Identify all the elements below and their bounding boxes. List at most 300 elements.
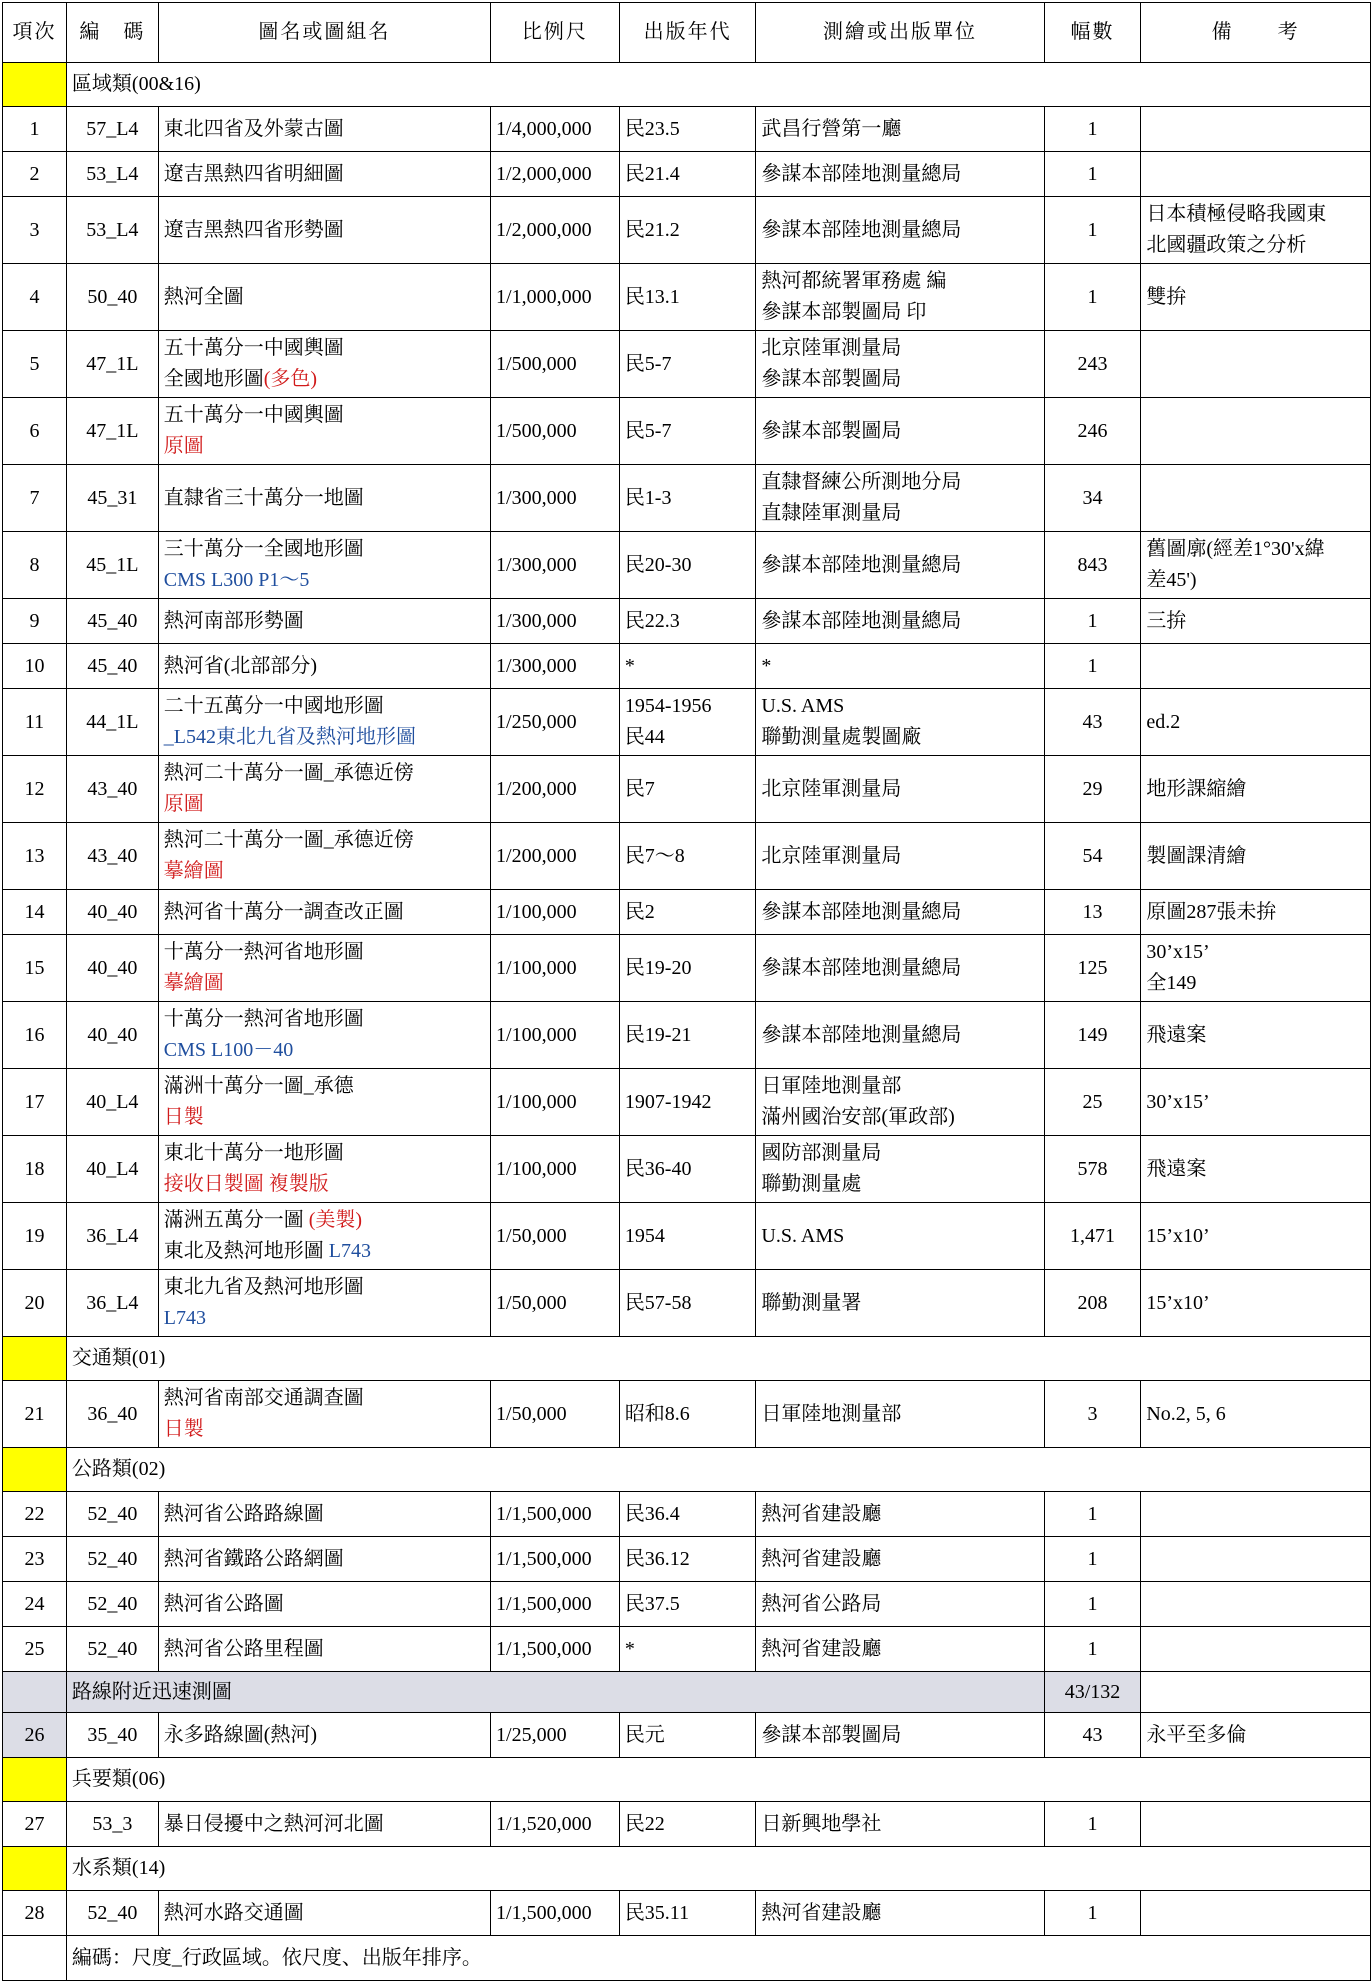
- map-name: [158, 823, 490, 890]
- category-row: [3, 1847, 1371, 1891]
- map-name: [158, 152, 490, 197]
- publish-year-line: 民21.4: [624, 162, 680, 185]
- map-code: 47_1L: [66, 398, 158, 465]
- sheet-count: 54: [1044, 823, 1141, 890]
- publisher: [756, 331, 1044, 398]
- subtotal-blank-cell: [3, 1672, 67, 1713]
- map-code: 40_40: [66, 1002, 158, 1069]
- table-row: [3, 107, 1371, 152]
- publisher: [756, 1136, 1044, 1203]
- map-name-red-note: 接收日製圖 複製版: [163, 1173, 329, 1195]
- map-scale: 1/25,000: [491, 1713, 620, 1758]
- remarks: [1141, 644, 1371, 689]
- publish-year-line: 民13.1: [624, 285, 680, 308]
- map-scale: 1/50,000: [491, 1270, 620, 1337]
- publisher: [756, 1381, 1044, 1448]
- category-label: 公路類(02): [66, 1448, 1370, 1492]
- publish-year: [619, 1069, 756, 1136]
- publish-year: [619, 689, 756, 756]
- table-row: [3, 152, 1371, 197]
- map-code: 40_L4: [66, 1069, 158, 1136]
- map-name: [158, 1627, 490, 1672]
- map-scale: 1/100,000: [491, 1069, 620, 1136]
- sheet-count: 1: [1044, 1627, 1141, 1672]
- map-name-line: [164, 1898, 485, 1929]
- map-name-line: [164, 1589, 485, 1620]
- publisher-line: 日新興地學社: [761, 1812, 882, 1835]
- map-name-red-note: 日製: [163, 1418, 204, 1440]
- map-name-line: [164, 937, 485, 968]
- sheet-count: 1: [1044, 1492, 1141, 1537]
- map-name-line: [164, 364, 485, 395]
- publisher-line: *: [761, 654, 772, 677]
- table-row: [3, 756, 1371, 823]
- map-name-blue-note: CMS L300 P1～5: [163, 569, 310, 591]
- map-name: [158, 465, 490, 532]
- publish-year-line: 民22.3: [624, 609, 680, 632]
- table-row: [3, 532, 1371, 599]
- sheet-count: 1,471: [1044, 1203, 1141, 1270]
- map-name-red-note: 原圖: [163, 435, 204, 457]
- map-name-red-note: 摹繪圖: [163, 972, 224, 994]
- map-name-blue-note: CMS L100－40: [163, 1039, 294, 1061]
- map-name: [158, 599, 490, 644]
- remarks-line: ed.2: [1146, 710, 1181, 733]
- publisher: [756, 599, 1044, 644]
- map-name: [158, 1582, 490, 1627]
- map-name-text: 熱河二十萬分一圖_承德近傍: [163, 762, 414, 784]
- table-row: [3, 1492, 1371, 1537]
- publisher-line: 參謀本部陸地測量總局: [761, 162, 962, 185]
- table-row: [3, 1069, 1371, 1136]
- sheet-count: 1: [1044, 197, 1141, 264]
- publisher: [756, 890, 1044, 935]
- publisher-line: 北京陸軍測量局: [761, 844, 902, 867]
- publish-year-line: 民2: [624, 900, 655, 923]
- table-row: [3, 1270, 1371, 1337]
- publish-year-line: 民23.5: [624, 117, 680, 140]
- item-number: 7: [3, 465, 67, 532]
- item-number: 4: [3, 264, 67, 331]
- publisher-line: 參謀本部製圖局: [761, 419, 902, 442]
- map-code: 40_40: [66, 890, 158, 935]
- publish-year: [619, 532, 756, 599]
- publish-year-line: 民37.5: [624, 1592, 680, 1615]
- table-row: [3, 935, 1371, 1002]
- category-marker: [3, 1448, 67, 1492]
- header-map-name: 圖名或圖組名: [158, 3, 490, 63]
- map-name-red-note: 原圖: [163, 793, 204, 815]
- publish-year: [619, 1802, 756, 1847]
- publish-year-line: 民19-20: [624, 956, 692, 979]
- publish-year-line: 民36-40: [624, 1157, 692, 1180]
- map-name-line: [164, 1035, 485, 1066]
- map-code: 57_L4: [66, 107, 158, 152]
- map-code: 45_40: [66, 644, 158, 689]
- publish-year: [619, 599, 756, 644]
- map-name-line: [164, 1272, 485, 1303]
- item-number: 3: [3, 197, 67, 264]
- map-name-line: [164, 789, 485, 820]
- sheet-count: 1: [1044, 1537, 1141, 1582]
- category-label: 區域類(00&16): [66, 63, 1370, 107]
- publish-year-line: *: [624, 654, 635, 677]
- map-name-text: 東北九省及熱河地形圖: [163, 1276, 364, 1298]
- remarks: [1141, 152, 1371, 197]
- remarks: [1141, 1713, 1371, 1758]
- publish-year-line: 1907-1942: [624, 1090, 712, 1113]
- publish-year: [619, 644, 756, 689]
- map-scale: 1/1,500,000: [491, 1891, 620, 1936]
- map-name-line: [164, 1634, 485, 1665]
- map-name-line: [164, 159, 485, 190]
- map-scale: 1/1,000,000: [491, 264, 620, 331]
- sheet-count: 243: [1044, 331, 1141, 398]
- map-name-text: 暴日侵擾中之熱河河北圖: [163, 1812, 384, 1835]
- sheet-count: 43: [1044, 689, 1141, 756]
- item-number: 23: [3, 1537, 67, 1582]
- remarks-line: 日本積極侵略我國東: [1146, 203, 1327, 225]
- map-name-line: [164, 333, 485, 364]
- map-code: 53_L4: [66, 152, 158, 197]
- publisher: [756, 465, 1044, 532]
- publish-year-line: 民36.12: [624, 1547, 690, 1570]
- map-scale: 1/200,000: [491, 756, 620, 823]
- publisher-line: 參謀本部陸地測量總局: [761, 218, 962, 241]
- item-number: 10: [3, 644, 67, 689]
- sheet-count: 208: [1044, 1270, 1141, 1337]
- item-number: 20: [3, 1270, 67, 1337]
- sheet-count: 1: [1044, 1891, 1141, 1936]
- map-name-text: 直隸省三十萬分一地圖: [163, 486, 364, 509]
- map-code: 45_31: [66, 465, 158, 532]
- map-scale: 1/300,000: [491, 644, 620, 689]
- table-row: [3, 1381, 1371, 1448]
- remarks-line: 永平至多倫: [1146, 1723, 1247, 1746]
- publisher: [756, 1891, 1044, 1936]
- item-number: 26: [3, 1713, 67, 1758]
- header-remarks: 備 考: [1141, 3, 1371, 63]
- publish-year: [619, 1891, 756, 1936]
- remarks-line: 飛遠案: [1146, 1157, 1207, 1180]
- table-row: [3, 1203, 1371, 1270]
- map-name-text: 永多路線圖(熱河): [163, 1723, 318, 1746]
- map-scale: 1/100,000: [491, 935, 620, 1002]
- publish-year-line: 民1-3: [624, 486, 672, 509]
- item-number: 1: [3, 107, 67, 152]
- publish-year-line: 民22: [624, 1812, 665, 1835]
- map-name: [158, 532, 490, 599]
- publisher-line: 參謀本部製圖局 印: [761, 301, 927, 323]
- map-code: 45_40: [66, 599, 158, 644]
- sheet-count: 1: [1044, 599, 1141, 644]
- publish-year-line: 民35.11: [624, 1901, 690, 1924]
- map-code: 52_40: [66, 1492, 158, 1537]
- publish-year: [619, 398, 756, 465]
- publisher-line: 參謀本部製圖局: [761, 1723, 902, 1746]
- publish-year-line: 民5-7: [624, 352, 672, 375]
- remarks: [1141, 756, 1371, 823]
- table-row: [3, 1537, 1371, 1582]
- publisher: [756, 689, 1044, 756]
- publisher-line: 北京陸軍測量局: [761, 777, 902, 800]
- map-name-text: 東北十萬分一地形圖: [163, 1142, 344, 1164]
- remarks: [1141, 398, 1371, 465]
- category-label: 水系類(14): [66, 1847, 1370, 1891]
- sheet-count: 1: [1044, 1582, 1141, 1627]
- sheet-count: 1: [1044, 107, 1141, 152]
- item-number: 12: [3, 756, 67, 823]
- publish-year-line: 民21.2: [624, 218, 680, 241]
- map-name-line: [164, 565, 485, 596]
- sheet-count: 34: [1044, 465, 1141, 532]
- table-row: [3, 465, 1371, 532]
- item-number: 6: [3, 398, 67, 465]
- category-label: 兵要類(06): [66, 1758, 1370, 1802]
- map-scale: 1/500,000: [491, 398, 620, 465]
- item-number: 17: [3, 1069, 67, 1136]
- map-code: 47_1L: [66, 331, 158, 398]
- publisher: [756, 1492, 1044, 1537]
- publisher-line: 參謀本部陸地測量總局: [761, 609, 962, 632]
- map-scale: 1/100,000: [491, 1002, 620, 1069]
- remarks-line: 全149: [1146, 972, 1197, 994]
- map-name-text: 熱河全圖: [163, 285, 244, 308]
- publisher-line: 日軍陸地測量部: [761, 1075, 902, 1097]
- map-name-text: 三十萬分一全國地形圖: [163, 538, 364, 560]
- map-name-line: [164, 856, 485, 887]
- map-name: [158, 1270, 490, 1337]
- publish-year: [619, 1381, 756, 1448]
- map-name-text: 熱河省公路圖: [163, 1592, 284, 1615]
- map-scale: 1/1,520,000: [491, 1802, 620, 1847]
- item-number: 25: [3, 1627, 67, 1672]
- map-name-line: [164, 1720, 485, 1751]
- map-scale: 1/300,000: [491, 532, 620, 599]
- sheet-count: 1: [1044, 152, 1141, 197]
- map-name: [158, 1002, 490, 1069]
- map-name: [158, 398, 490, 465]
- map-name-line: [164, 1071, 485, 1102]
- remarks: [1141, 1069, 1371, 1136]
- item-number: 11: [3, 689, 67, 756]
- map-name-text: 熱河省南部交通調查圖: [163, 1387, 364, 1409]
- category-row: [3, 1337, 1371, 1381]
- publish-year-line: 昭和8.6: [624, 1402, 690, 1425]
- map-name-line: [164, 1499, 485, 1530]
- publish-year-line: 民元: [624, 1723, 665, 1746]
- publisher-line: 熱河省建設廳: [761, 1547, 882, 1570]
- publisher-line: 熱河省建設廳: [761, 1502, 882, 1525]
- publisher: [756, 1069, 1044, 1136]
- item-number: 16: [3, 1002, 67, 1069]
- publisher-line: 直隸陸軍測量局: [761, 502, 902, 524]
- remarks-line: 差45'): [1146, 569, 1197, 591]
- map-name-red-note: (美製): [303, 1209, 363, 1231]
- map-name-red-note: 摹繪圖: [163, 860, 224, 882]
- map-scale: 1/100,000: [491, 1136, 620, 1203]
- table-row: [3, 1891, 1371, 1936]
- map-name: [158, 890, 490, 935]
- sheet-count: 3: [1044, 1381, 1141, 1448]
- publish-year-line: 1954-1956: [624, 695, 712, 717]
- remarks-line: No.2, 5, 6: [1146, 1402, 1226, 1425]
- subtotal-count: 43/132: [1044, 1672, 1141, 1713]
- remarks: [1141, 689, 1371, 756]
- map-code: 52_40: [66, 1582, 158, 1627]
- publisher-line: 聯勤測量處製圖廠: [761, 726, 922, 748]
- remarks-line: 原圖287張未拚: [1146, 900, 1277, 923]
- map-name-line: [164, 1303, 485, 1334]
- header-year: 出版年代: [619, 3, 756, 63]
- publish-year: [619, 935, 756, 1002]
- item-number: 13: [3, 823, 67, 890]
- map-code: 36_L4: [66, 1270, 158, 1337]
- map-name-text: 東北四省及外蒙古圖: [163, 117, 344, 140]
- publish-year: [619, 756, 756, 823]
- table-row: [3, 1713, 1371, 1758]
- map-name-line: [164, 1544, 485, 1575]
- footer-note: 編碼：尺度_行政區域。依尺度、出版年排序。: [66, 1936, 1370, 1981]
- remarks-line: 地形課縮繪: [1146, 777, 1247, 800]
- publisher-line: 日軍陸地測量部: [761, 1402, 902, 1425]
- map-name-line: [164, 968, 485, 999]
- map-name-line: [164, 1102, 485, 1133]
- publisher-line: 滿州國治安部(軍政部): [761, 1106, 955, 1128]
- table-row: [3, 823, 1371, 890]
- publisher-line: 熱河都統署軍務處 編: [761, 270, 947, 292]
- map-name-line: [164, 1414, 485, 1445]
- map-name-text: 全國地形圖: [163, 368, 264, 390]
- map-scale: 1/500,000: [491, 331, 620, 398]
- map-scale: 1/300,000: [491, 465, 620, 532]
- map-name-line: [164, 722, 485, 753]
- publisher: [756, 1627, 1044, 1672]
- publisher-line: 參謀本部陸地測量總局: [761, 956, 962, 979]
- map-name: [158, 264, 490, 331]
- publish-year: [619, 890, 756, 935]
- publisher-line: 參謀本部陸地測量總局: [761, 1023, 962, 1046]
- map-name-line: [164, 282, 485, 313]
- sheet-count: 125: [1044, 935, 1141, 1002]
- publish-year-line: 民5-7: [624, 419, 672, 442]
- publisher: [756, 1802, 1044, 1847]
- remarks: [1141, 532, 1371, 599]
- map-code: 52_40: [66, 1537, 158, 1582]
- map-name-line: [164, 114, 485, 145]
- publisher-line: 直隸督練公所測地分局: [761, 471, 962, 493]
- map-name: [158, 756, 490, 823]
- map-scale: 1/50,000: [491, 1381, 620, 1448]
- subtotal-label: 路線附近迅速測圖: [66, 1672, 1044, 1713]
- map-name-text: 五十萬分一中國輿圖: [163, 404, 344, 426]
- table-row: [3, 1582, 1371, 1627]
- map-name: [158, 1537, 490, 1582]
- subtotal-row: [3, 1672, 1371, 1713]
- header-publisher: 測繪或出版單位: [756, 3, 1044, 63]
- map-name-line: [164, 1809, 485, 1840]
- category-marker: [3, 1758, 67, 1802]
- publisher-line: 熱河省建設廳: [761, 1901, 882, 1924]
- category-row: [3, 1448, 1371, 1492]
- publisher-line: 聯勤測量署: [761, 1291, 862, 1314]
- map-scale: 1/1,500,000: [491, 1627, 620, 1672]
- remarks: [1141, 1891, 1371, 1936]
- map-name-line: [164, 758, 485, 789]
- map-scale: 1/2,000,000: [491, 197, 620, 264]
- publisher: [756, 1582, 1044, 1627]
- map-name: [158, 1203, 490, 1270]
- remarks: [1141, 935, 1371, 1002]
- map-name-text: 十萬分一熱河省地形圖: [163, 941, 364, 963]
- map-code: 53_3: [66, 1802, 158, 1847]
- map-name: [158, 935, 490, 1002]
- publisher: [756, 107, 1044, 152]
- publisher-line: U.S. AMS: [761, 1224, 845, 1247]
- remarks-line: 北國疆政策之分析: [1146, 234, 1307, 256]
- category-label: 交通類(01): [66, 1337, 1370, 1381]
- item-number: 19: [3, 1203, 67, 1270]
- subtotal-blank-cell: [1141, 1672, 1371, 1713]
- map-scale: 1/300,000: [491, 599, 620, 644]
- map-code: 40_L4: [66, 1136, 158, 1203]
- map-name-line: [164, 1169, 485, 1200]
- remarks-line: 30’x15’: [1146, 941, 1210, 963]
- remarks: [1141, 1582, 1371, 1627]
- publisher-line: 參謀本部陸地測量總局: [761, 900, 962, 923]
- sheet-count: 578: [1044, 1136, 1141, 1203]
- remarks: [1141, 1270, 1371, 1337]
- map-name-line: [164, 431, 485, 462]
- map-name: [158, 197, 490, 264]
- item-number: 15: [3, 935, 67, 1002]
- map-scale: 1/250,000: [491, 689, 620, 756]
- map-name: [158, 1136, 490, 1203]
- map-code: 40_40: [66, 935, 158, 1002]
- remarks-line: 15’x10’: [1146, 1291, 1210, 1314]
- publish-year: [619, 152, 756, 197]
- map-name: [158, 1069, 490, 1136]
- publish-year-line: 民7: [624, 777, 655, 800]
- table-body: [3, 63, 1371, 1936]
- category-row: [3, 1758, 1371, 1802]
- map-name-line: [164, 1383, 485, 1414]
- sheet-count: 843: [1044, 532, 1141, 599]
- map-name: [158, 1713, 490, 1758]
- remarks: [1141, 107, 1371, 152]
- table-row: [3, 1802, 1371, 1847]
- map-name-line: [164, 215, 485, 246]
- map-code: 35_40: [66, 1713, 158, 1758]
- publisher-line: 熱河省建設廳: [761, 1637, 882, 1660]
- footer-blank-cell: [3, 1936, 67, 1981]
- map-name-text: 熱河省公路路線圖: [163, 1502, 324, 1525]
- publisher: [756, 398, 1044, 465]
- map-name: [158, 331, 490, 398]
- table-row: [3, 398, 1371, 465]
- remarks-line: 雙拚: [1146, 285, 1187, 308]
- map-name: [158, 1891, 490, 1936]
- table-row: [3, 689, 1371, 756]
- item-number: 22: [3, 1492, 67, 1537]
- publish-year-line: 民57-58: [624, 1291, 692, 1314]
- publish-year-line: 民44: [624, 726, 665, 748]
- remarks: [1141, 264, 1371, 331]
- map-name-text: 熱河省公路里程圖: [163, 1637, 324, 1660]
- header-scale: 比例尺: [491, 3, 620, 63]
- map-code: 43_40: [66, 756, 158, 823]
- map-name: [158, 1492, 490, 1537]
